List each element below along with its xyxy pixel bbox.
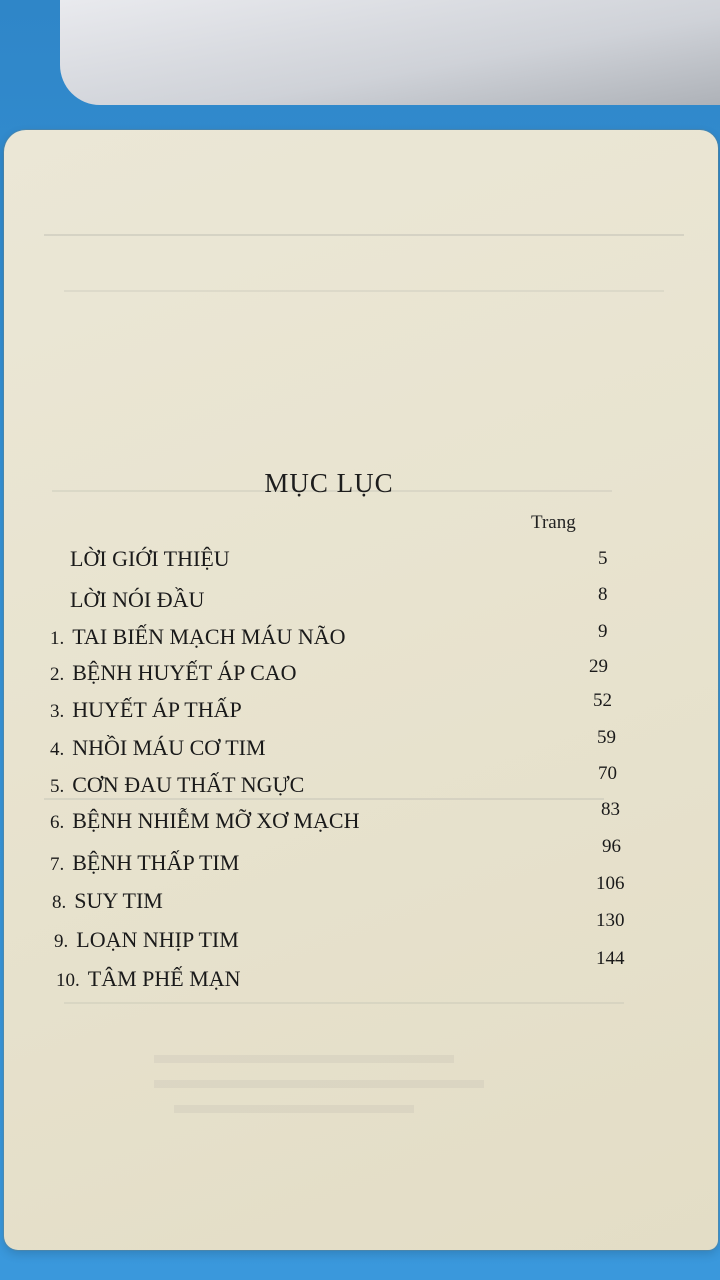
- toc-entry: [50, 660, 297, 686]
- entry-number: 1.: [50, 628, 65, 649]
- entry-page: 9: [598, 621, 608, 642]
- entry-title: HUYẾT ÁP THẤP: [72, 697, 242, 722]
- entry-page: 52: [593, 690, 612, 711]
- entry-title: NHỒI MÁU CƠ TIM: [72, 735, 266, 760]
- entry-number: 9.: [54, 931, 69, 952]
- entry-title: LỜI GIỚI THIỆU: [70, 546, 230, 571]
- entry-title: LỜI NÓI ĐẦU: [70, 587, 205, 612]
- entry-title: CƠN ĐAU THẤT NGỰC: [72, 772, 305, 797]
- entry-number: 6.: [50, 812, 65, 833]
- entry-number: 5.: [50, 776, 65, 797]
- entry-number: 10.: [56, 970, 80, 991]
- toc-entry: [50, 772, 304, 798]
- toc-entry: [62, 587, 204, 613]
- toc-entry: [52, 888, 163, 914]
- entry-page: 5: [598, 548, 608, 569]
- entry-number: 3.: [50, 701, 65, 722]
- toc-entry: [50, 808, 359, 834]
- entry-page: 29: [589, 656, 608, 677]
- toc-entry: [50, 735, 266, 761]
- page-column-label: Trang: [531, 512, 576, 533]
- toc-entry: [50, 850, 239, 876]
- toc-entry: [62, 546, 230, 572]
- entry-title: LOẠN NHỊP TIM: [76, 927, 239, 952]
- book-page: [4, 130, 718, 1250]
- background-cloth: [60, 0, 720, 105]
- entry-number: 2.: [50, 664, 65, 685]
- toc-title: MỤC LỤC: [264, 468, 394, 498]
- entry-number: 4.: [50, 739, 65, 760]
- entry-title: BỆNH HUYẾT ÁP CAO: [72, 660, 297, 685]
- entry-page: 59: [597, 727, 616, 748]
- entry-title: SUY TIM: [74, 888, 163, 913]
- toc-entry: [54, 927, 239, 953]
- entry-number: 7.: [50, 854, 65, 875]
- entry-number: 8.: [52, 892, 67, 913]
- toc-entry: [56, 966, 241, 992]
- entry-page: 106: [596, 873, 625, 894]
- entry-page: 130: [596, 910, 625, 931]
- entry-page: 70: [598, 763, 617, 784]
- entry-page: 83: [601, 799, 620, 820]
- toc-entry: [50, 624, 345, 650]
- entry-page: 8: [598, 584, 608, 605]
- entry-title: BỆNH NHIỄM MỠ XƠ MẠCH: [72, 808, 360, 833]
- toc-entry: [50, 697, 242, 723]
- entry-title: TÂM PHẾ MẠN: [87, 966, 241, 991]
- entry-page: 96: [602, 836, 621, 857]
- entry-title: TAI BIẾN MẠCH MÁU NÃO: [72, 624, 346, 649]
- table-of-contents: [4, 130, 718, 1250]
- entry-page: 144: [596, 948, 625, 969]
- entry-title: BỆNH THẤP TIM: [72, 850, 240, 875]
